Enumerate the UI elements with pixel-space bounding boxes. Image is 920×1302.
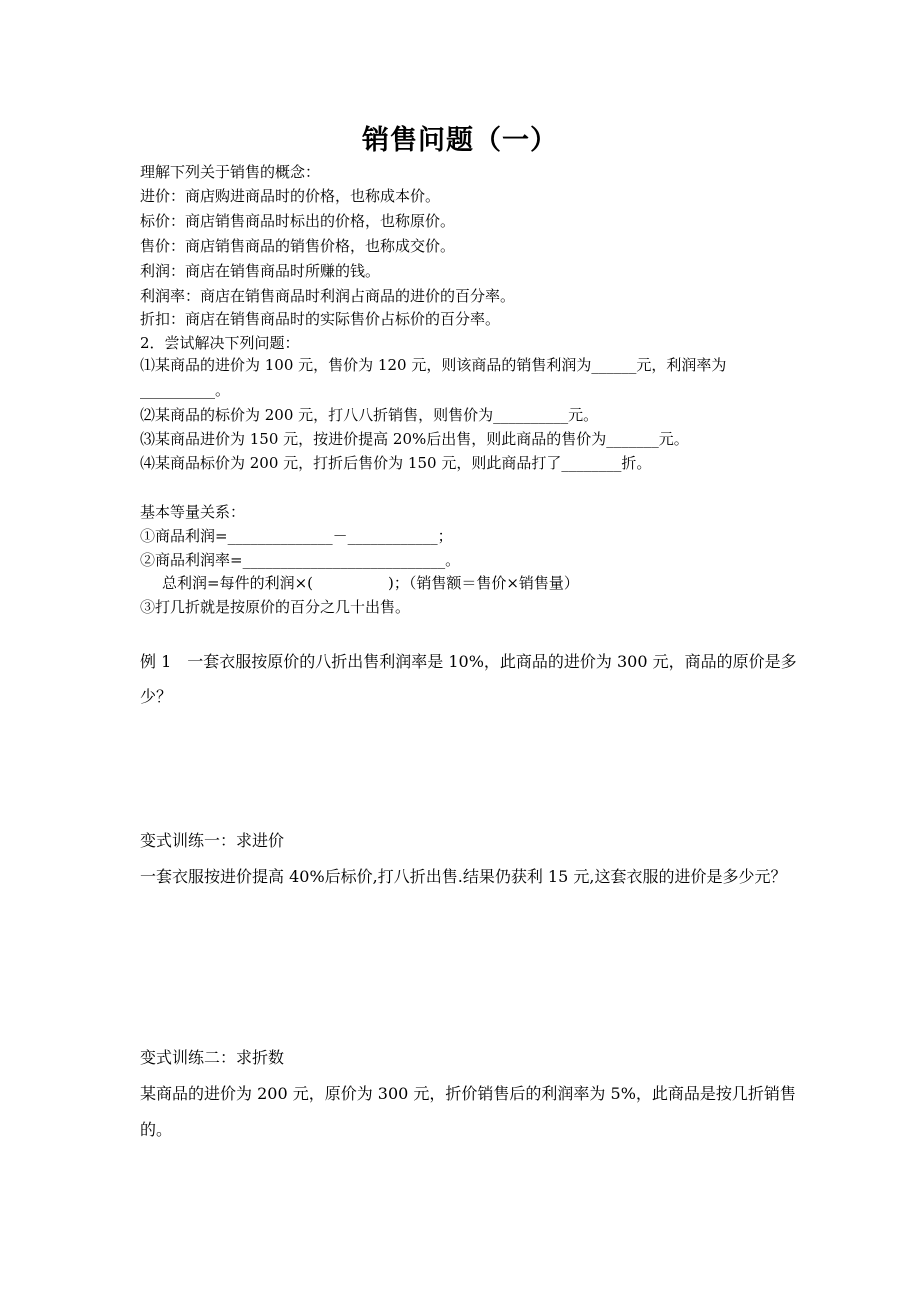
page-title: 销售问题（一） — [362, 125, 558, 156]
relations-heading: 基本等量关系： — [140, 503, 246, 521]
problem-2: ⑵某商品的标价为 200 元，打八八折销售，则售价为__________元。 — [140, 406, 599, 424]
relation-discount: ③打几折就是按原价的百分之几十出售。 — [140, 598, 411, 616]
problem-3: ⑶某商品进价为 150 元，按进价提高 20%后出售，则此商品的售价为_______元。 — [140, 430, 689, 448]
variant-2-line-2: 的。 — [140, 1120, 173, 1139]
example-1-line-2: 少？ — [140, 687, 173, 706]
intro-text: 理解下列关于销售的概念： — [140, 163, 321, 181]
concept-marked-price: 标价：商店销售商品时标出的价格，也称原价。 — [140, 212, 456, 230]
problem-1: ⑴某商品的进价为 100 元，售价为 120 元，则该商品的销售利润为______元，利润率为 — [140, 356, 727, 374]
variant-1-heading: 变式训练一：求进价 — [140, 831, 285, 850]
problem-1-continued: __________。 — [140, 381, 231, 399]
problem-4: ⑷某商品标价为 200 元，打折后售价为 150 元，则此商品打了________折。 — [140, 454, 652, 472]
concept-cost-price: 进价：商店购进商品时的价格，也称成本价。 — [140, 187, 441, 205]
variant-1-text: 一套衣服按进价提高 40%后标价,打八折出售.结果仍获利 15 元,这套衣服的进价是多少元？ — [140, 867, 787, 886]
section2-heading: 2．尝试解决下列问题： — [140, 334, 300, 352]
concept-profit-rate: 利润率：商店在销售商品时利润占商品的进价的百分率。 — [140, 287, 516, 305]
relation-profit-rate: ②商品利润率=___________________________。 — [140, 551, 461, 569]
variant-2-heading: 变式训练二：求折数 — [140, 1048, 285, 1067]
relation-total-profit: 总利润=每件的利润×( )；（销售额＝售价×销售量） — [162, 574, 579, 592]
variant-2-line-1: 某商品的进价为 200 元，原价为 300 元，折价销售后的利润率为 5%，此商品是按几折销售 — [140, 1084, 796, 1103]
concept-discount: 折扣：商店在销售商品时的实际售价占标价的百分率。 — [140, 310, 501, 328]
concept-profit: 利润：商店在销售商品时所赚的钱。 — [140, 262, 381, 280]
relation-profit: ①商品利润=______________－____________； — [140, 527, 453, 545]
example-1-line-1: 例 1 一套衣服按原价的八折出售利润率是 10%，此商品的进价为 300 元，商品的原价是多 — [140, 652, 797, 671]
concept-selling-price: 售价：商店销售商品的销售价格，也称成交价。 — [140, 237, 456, 255]
